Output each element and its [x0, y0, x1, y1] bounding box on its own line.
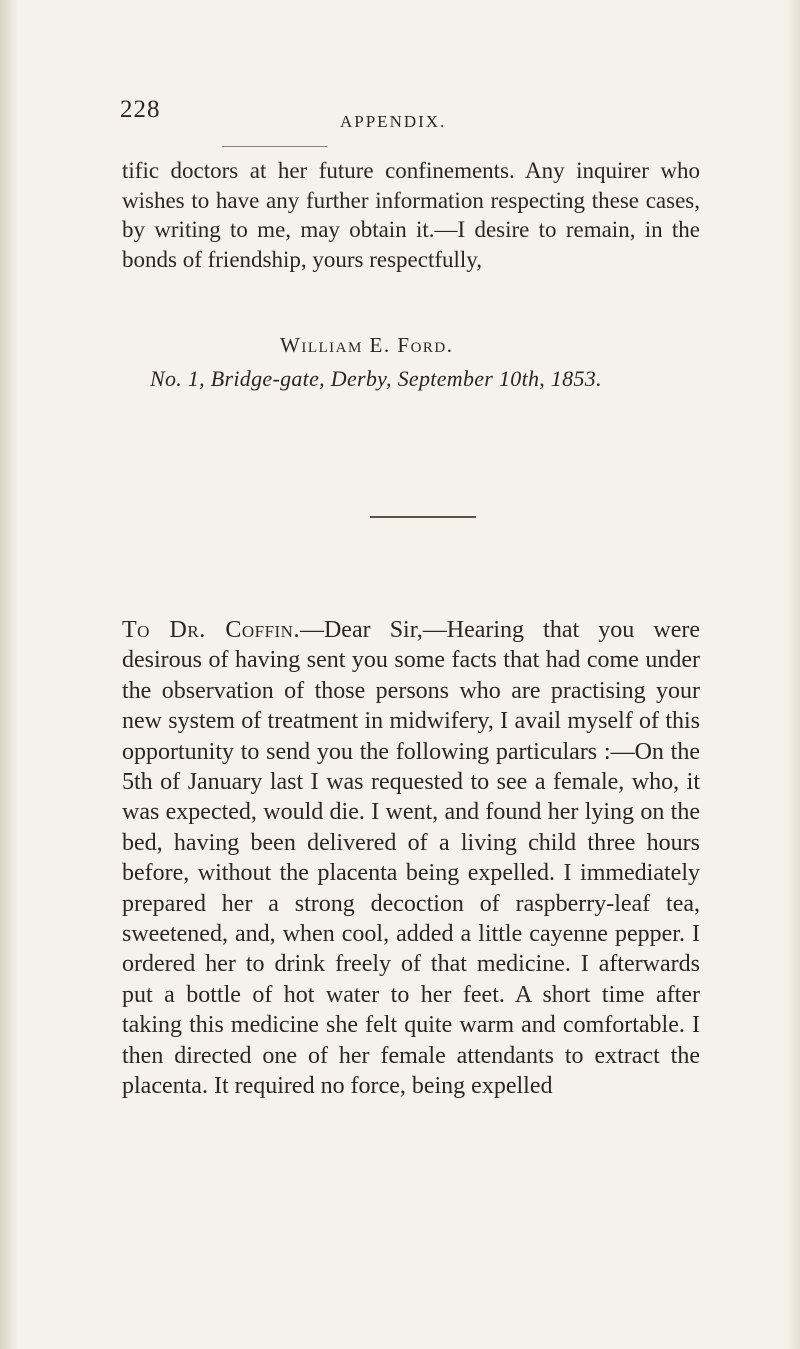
sender-address: No. 1, Bridge-gate, Derby, September 10th, 1853. — [150, 366, 602, 391]
page-gutter-shadow — [0, 0, 18, 1349]
letter-body-paragraph — [122, 615, 700, 1102]
letter-body-text: —Dear Sir,—Hearing that you were desirous of having sent you some facts that had come under the observation of those persons who are practising your new system of treatment in midwifery, I avail myself of this opportunity to send you the following particulars :—On the 5th of January last I was requested to see a female, who, it was expected, would die. I went, and found her lying on the bed, having been delivered of a living child three hours before, without the placenta being expelled. I immediately prepared her a strong decoction of raspberry-leaf tea, sweetened, and, when cool, added a little cayenne pepper. I ordered her to drink freely of that medicine. I afterwards put a bottle of hot water to her feet. A short time after taking this medicine she felt quite warm and comfortable. I then directed one of her female attendants to extract the placenta. It required no force, being expelled — [122, 617, 700, 1100]
page-edge-shadow — [786, 0, 800, 1349]
salutation: To Dr. Coffin. — [122, 617, 300, 643]
letter-closing-paragraph: tific doctors at her future confinements. Any inquirer who wishes to have any further information respecting these cases, by writing to me, may obtain it.—I desire to remain, in the bonds of friendship, yours respectfully, — [122, 158, 700, 273]
running-head: APPENDIX. — [340, 112, 447, 131]
section-divider — [370, 516, 476, 518]
signature: William E. Ford. — [280, 333, 454, 357]
header-rule — [222, 146, 327, 147]
page-number: 228 — [120, 96, 161, 123]
